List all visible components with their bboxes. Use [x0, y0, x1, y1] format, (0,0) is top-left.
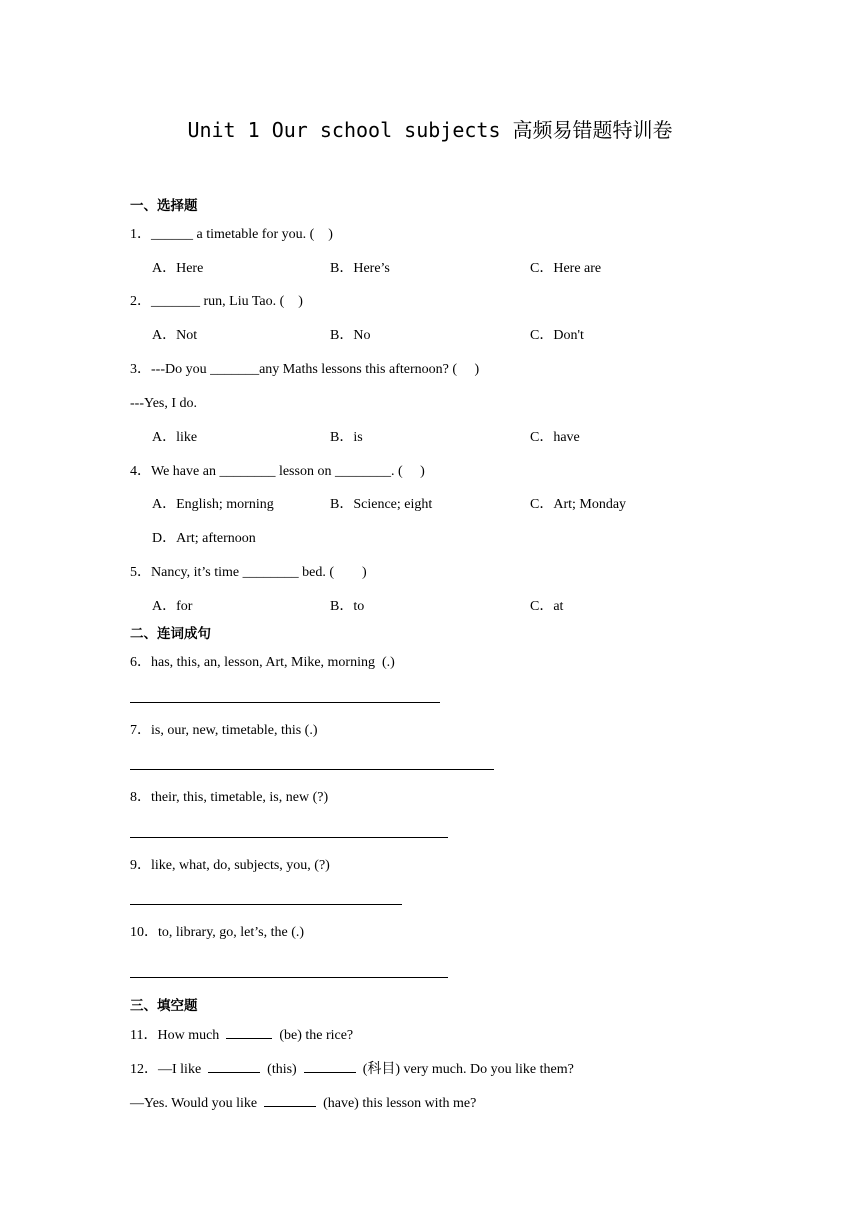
question-2-option-a: A．Not [152, 328, 198, 343]
question-3-stem: 3．---Do you _______any Maths lessons this afternoon? ( ) [130, 362, 480, 377]
section-heading-fill-blank: 三、填空题 [130, 998, 198, 1014]
question-11-text-a: 11．How much [130, 1028, 220, 1043]
question-7-answer-line [130, 769, 494, 770]
question-11 [130, 1026, 353, 1045]
question-9-answer-line [130, 904, 402, 905]
question-2-stem: 2．_______ run, Liu Tao. ( ) [130, 294, 303, 309]
question-5-option-a: A．for [152, 599, 193, 614]
question-12-line-2 [130, 1094, 476, 1113]
question-12-blank-1 [208, 1060, 260, 1073]
question-10-answer-line [130, 977, 448, 978]
question-2-option-b: B．No [330, 328, 371, 343]
question-12-text-e: (have) this lesson with me? [323, 1096, 477, 1111]
question-8-answer-line [130, 837, 448, 838]
question-1-option-b: B．Here’s [330, 261, 390, 276]
question-12-text-b: (this) [267, 1062, 297, 1077]
question-5-stem: 5．Nancy, it’s time ________ bed. ( ) [130, 565, 367, 580]
question-2-option-c: C．Don't [530, 328, 584, 343]
question-4-option-c: C．Art; Monday [530, 497, 627, 512]
question-3-option-b: B．is [330, 430, 363, 445]
question-11-blank [226, 1026, 272, 1039]
section-heading-sentence-building: 二、连词成句 [130, 626, 211, 642]
question-12-line-1 [130, 1060, 574, 1079]
question-12-text-a: 12．—I like [130, 1062, 202, 1077]
question-11-text-b: (be) the rice? [279, 1028, 354, 1043]
question-1-option-a: A．Here [152, 261, 204, 276]
question-8-words: 8．their, this, timetable, is, new (?) [130, 790, 329, 805]
question-9-words: 9．like, what, do, subjects, you, (?) [130, 858, 330, 873]
question-1-stem: 1．______ a timetable for you. ( ) [130, 227, 333, 242]
question-12-blank-3 [264, 1094, 316, 1107]
question-12-blank-2 [304, 1060, 356, 1073]
section-heading-choice: 一、选择题 [130, 198, 198, 214]
question-4-stem: 4．We have an ________ lesson on ________. ( ) [130, 464, 425, 479]
question-3-option-c: C．have [530, 430, 580, 445]
page-title: Unit 1 Our school subjects 高频易错题特训卷 [187, 118, 673, 142]
question-10-words: 10．to, library, go, let’s, the (.) [130, 925, 305, 940]
question-3-answer-line: ---Yes, I do. [130, 396, 198, 411]
question-5-option-b: B．to [330, 599, 365, 614]
question-4-option-a: A．English; morning [152, 497, 274, 512]
question-3-option-a: A．like [152, 430, 198, 445]
question-12-text-c: (科目) very much. Do you like them? [362, 1062, 574, 1077]
question-1-option-c: C．Here are [530, 261, 602, 276]
question-12-text-d: —Yes. Would you like [130, 1096, 258, 1111]
question-5-option-c: C．at [530, 599, 564, 614]
question-4-option-d: D．Art; afternoon [152, 531, 256, 546]
question-7-words: 7．is, our, new, timetable, this (.) [130, 723, 318, 738]
question-6-words: 6．has, this, an, lesson, Art, Mike, morning (.) [130, 655, 395, 670]
question-4-option-b: B．Science; eight [330, 497, 433, 512]
question-6-answer-line [130, 702, 440, 703]
